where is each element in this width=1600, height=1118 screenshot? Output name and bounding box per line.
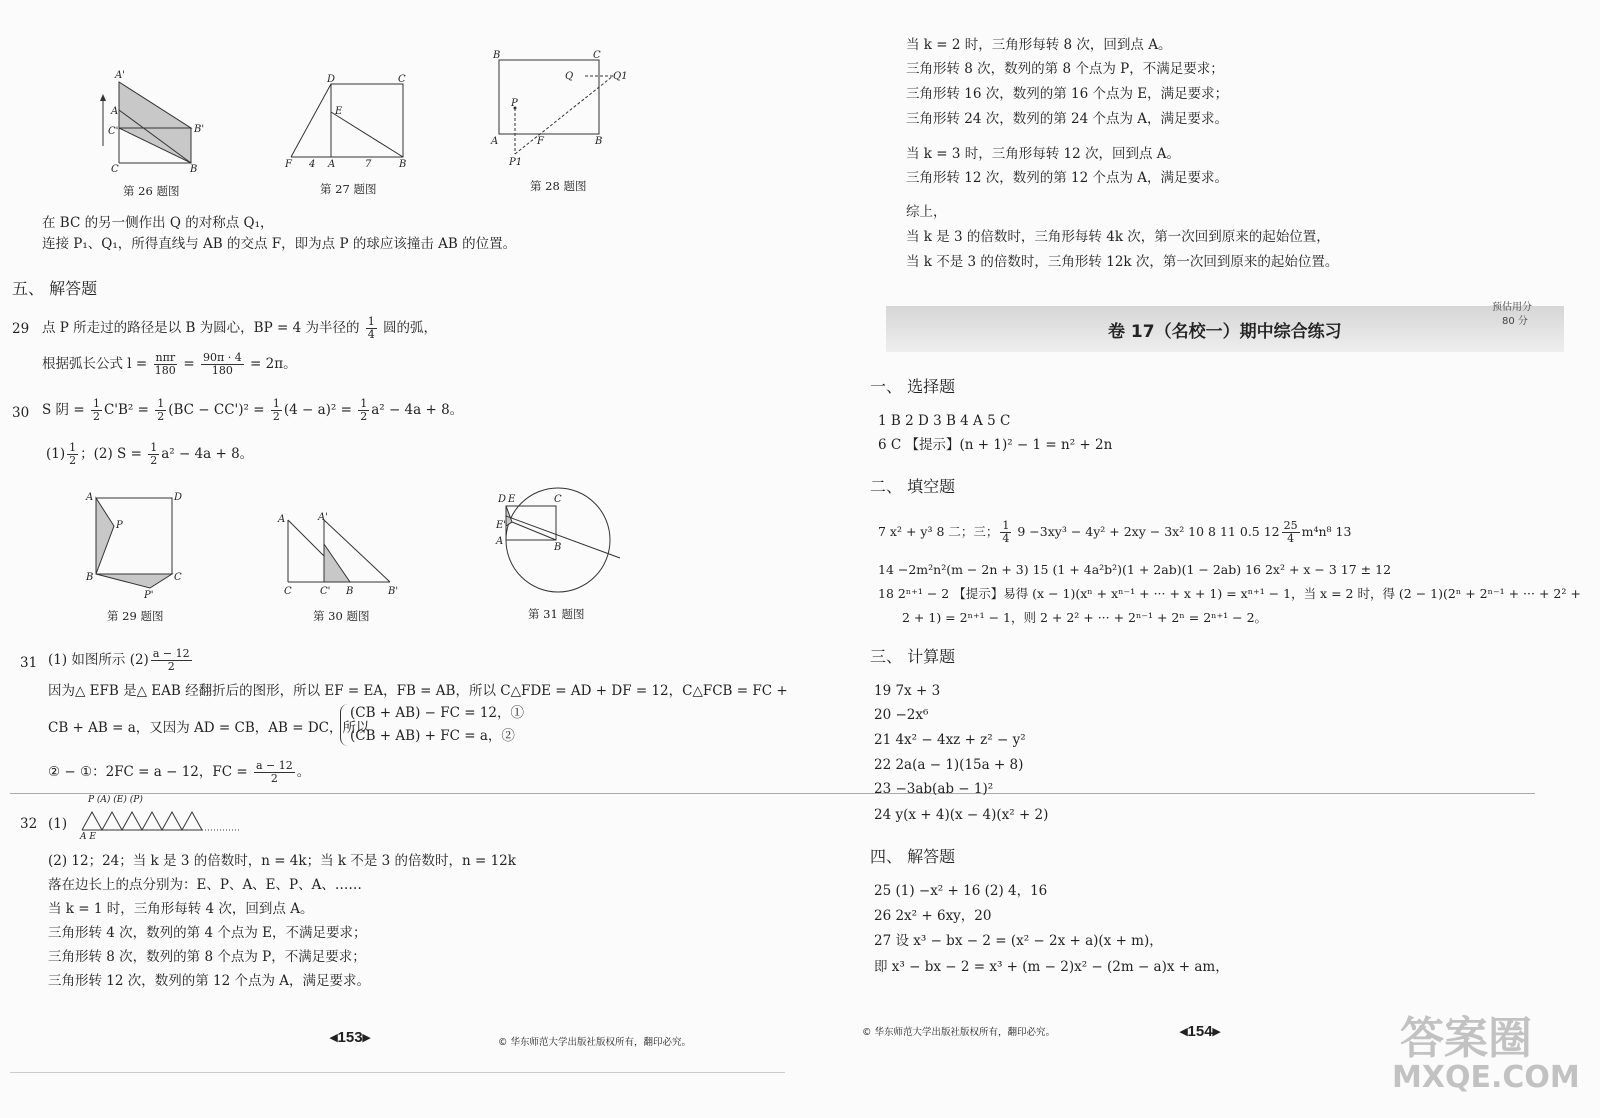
fig28-label: Q xyxy=(565,71,574,82)
answer-29-text: 点 P 所走过的路径是以 B 为圆心，BP = 4 为半径的 xyxy=(42,320,360,336)
fill-answers-line-1: 7 x² + y³ 8 二；三； $\frac{1}{4}$ 9 −3xy³ − 4y² + 2xy − 3x² 10 8 11 0.5 12 $\frac{25}{4}$ m⁴n⁸ 13 xyxy=(878,519,1352,545)
fig31-label: A xyxy=(496,536,504,547)
fig26-label: B xyxy=(190,164,198,175)
answer-31-line-2: 因为△ EFB 是△ EAB 经翻折后的图形，所以 EF = EA，FB = AB，所以 C△FDE = AD + DF = 12，C△FCB = FC + xyxy=(48,683,788,699)
fig28-label: P1 xyxy=(509,157,523,168)
fraction: $\frac{1}{2}$ xyxy=(272,397,280,423)
answer-32-part-1: (1) xyxy=(48,816,68,832)
figure-30-caption: 第 30 题图 xyxy=(313,609,370,623)
fraction: $\frac{1}{4}$ xyxy=(1002,519,1010,545)
fig29-label: D xyxy=(174,492,183,503)
figure-31 xyxy=(490,482,630,600)
figure-27 xyxy=(283,72,418,172)
figure-26 xyxy=(95,68,215,178)
section-heading-4: 四、 解答题 xyxy=(870,847,956,866)
fig27-label: A xyxy=(328,159,336,170)
fraction: $\frac{1}{2}$ xyxy=(157,397,165,423)
fill-answers-line-3: 18 2ⁿ⁺¹ − 2 【提示】易得 (x − 1)(xⁿ + xⁿ⁻¹ + ··· + x + 1) = xⁿ⁺¹ − 1，当 x = 2 时，得 (2 − 1)(2ⁿ + 2ⁿ⁻¹ + ··· + 2² + xyxy=(878,586,1581,601)
figure-28 xyxy=(487,50,627,170)
triangle-sequence-drawing xyxy=(78,806,248,834)
fig28-label: C xyxy=(593,50,601,61)
answer-32-continued-7: 综上， xyxy=(906,204,947,220)
answer-32-continued-5: 当 k = 3 时，三角形每转 12 次，回到点 A。 xyxy=(906,146,1181,162)
figure-29-caption: 第 29 题图 xyxy=(107,609,164,623)
figure-28-caption: 第 28 题图 xyxy=(530,179,587,193)
calc-answer-20: 20 −2x⁶ xyxy=(874,707,929,723)
fig30-label: A' xyxy=(318,512,328,523)
answer-32-line-5: 三角形转 4 次，数列的第 4 个点为 E，不满足要求； xyxy=(48,925,367,941)
fraction: $\frac{1}{4}$ xyxy=(367,315,375,341)
equation-system-row-2: (CB + AB) + FC = a，② xyxy=(350,728,515,744)
solve-answer-25: 25 (1) −x² + 16 (2) 4，16 xyxy=(874,883,1048,899)
fig31-label: E' xyxy=(496,520,507,531)
fig29-label: A xyxy=(86,492,94,503)
figure-26-drawing xyxy=(95,68,215,178)
fig26-label: A' xyxy=(115,70,125,81)
calc-answer-22: 22 2a(a − 1)(15a + 8) xyxy=(874,757,1024,773)
answer-32-line-3: 落在边长上的点分别为：E、P、A、E、P、A、…… xyxy=(48,877,362,893)
fig29-label: C xyxy=(174,572,182,583)
footer-rule xyxy=(10,1072,785,1073)
figure-30-drawing xyxy=(276,508,406,600)
solve-answer-27-line-2: 即 x³ − bx − 2 = x³ + (m − 2)x² − (2m − a)x + am， xyxy=(874,959,1229,975)
calc-answer-23: 23 −3ab(ab − 1)² xyxy=(874,781,994,797)
choice-answers-line-2: 6 C 【提示】(n + 1)² − 1 = n² + 2n xyxy=(878,437,1113,453)
fig28-label: A xyxy=(491,136,499,147)
section-heading-3: 三、 计算题 xyxy=(870,647,956,666)
fig26-label: C xyxy=(111,164,119,175)
figure-28-drawing xyxy=(487,50,627,170)
watermark-logo: 答案圈 xyxy=(1400,1013,1532,1064)
choice-answers-line-1: 1 B 2 D 3 B 4 A 5 C xyxy=(878,413,1011,429)
fig28-label: F xyxy=(537,136,544,147)
equation-brace xyxy=(340,704,349,746)
fig30-label: A xyxy=(278,514,286,525)
calc-answer-21: 21 4x² − 4xz + z² − y² xyxy=(874,732,1026,748)
fig27-label: F xyxy=(285,159,292,170)
answer-28-line-2: 连接 P₁、Q₁，所得直线与 AB 的交点 F，即为点 P 的球应该撞击 AB 的位置。 xyxy=(42,236,517,252)
question-number-31: 31 xyxy=(20,655,38,671)
fig29-label: P xyxy=(116,520,123,531)
fig27-label: 7 xyxy=(365,159,372,170)
fig31-label: E xyxy=(508,494,516,505)
calc-answer-24: 24 y(x + 4)(x − 4)(x² + 2) xyxy=(874,807,1049,823)
question-number-29: 29 xyxy=(12,321,30,337)
fig26-label: C' xyxy=(108,126,119,137)
fill-answers-line-2: 14 −2m²n²(m − 2n + 3) 15 (1 + 4a²b²)(1 + 2ab)(1 − 2ab) 16 2x² + x − 3 17 ± 12 xyxy=(878,562,1392,577)
triangle-sequence-figure xyxy=(78,806,248,834)
figure-27-drawing xyxy=(283,72,418,172)
fraction: $\frac{1}{2}$ xyxy=(92,397,100,423)
fig29-label: P' xyxy=(144,590,154,601)
answer-29-line-2: 根据弧长公式 l = nπr 180 = $\frac{90\pi \cdot 4}{180}$ = 2π。 xyxy=(42,351,297,377)
watermark-url: MXQE.COM xyxy=(1392,1060,1580,1095)
answer-30-line-1: S 阴 = $\frac{1}{2}$ C'B² = $\frac{1}{2}$ (BC − CC')² = $\frac{1}{2}$ (4 − a)² = $\frac{1}{2}$ a² − 4a + 8。 xyxy=(42,397,464,423)
answer-32-continued-3: 三角形转 16 次，数列的第 16 个点为 E，满足要求； xyxy=(906,86,1229,102)
calc-answer-19: 19 7x + 3 xyxy=(874,683,941,699)
answer-32-line-2: (2) 12；24；当 k 是 3 的倍数时，n = 4k；当 k 不是 3 的倍数时，n = 12k xyxy=(48,853,516,869)
answer-32-continued-2: 三角形转 8 次，数列的第 8 个点为 P，不满足要求； xyxy=(906,61,1224,77)
answer-32-line-6: 三角形转 8 次，数列的第 8 个点为 P，不满足要求； xyxy=(48,949,366,965)
fig26-label: A xyxy=(111,106,119,117)
answer-32-continued-6: 三角形转 12 次，数列的第 12 个点为 A，满足要求。 xyxy=(906,170,1229,186)
fig31-label: C xyxy=(554,494,562,505)
fig28-label: P xyxy=(511,98,518,109)
answer-32-continued-9: 当 k 不是 3 的倍数时，三角形转 12k 次，第一次回到原来的起始位置。 xyxy=(906,254,1339,270)
fig30-label: B' xyxy=(388,586,399,597)
solve-answer-26: 26 2x² + 6xy，20 xyxy=(874,908,992,924)
fig28-label: Q1 xyxy=(613,71,628,82)
fraction: nπr 180 xyxy=(154,351,176,377)
figure-30 xyxy=(276,508,406,600)
triangle-sequence-labels-top: P (A) (E) (P) xyxy=(88,795,143,805)
solve-answer-27-line-1: 27 设 x³ − bx − 2 = (x² − 2x + a)(x + m)， xyxy=(874,933,1163,949)
answer-30-line-2: (1) $\frac{1}{2}$ ；(2) S = $\frac{1}{2}$ a² − 4a + 8。 xyxy=(46,441,254,467)
figure-31-caption: 第 31 题图 xyxy=(528,607,585,621)
fig27-label: D xyxy=(327,74,336,85)
answer-31-line-4: ② − ①：2FC = a − 12，FC = $\frac{a - 12}{2}$ 。 xyxy=(48,759,311,785)
section-heading-2: 二、 填空题 xyxy=(870,477,956,496)
figure-26-caption: 第 26 题图 xyxy=(123,184,180,198)
answer-32-line-7: 三角形转 12 次，数列的第 12 个点为 A，满足要求。 xyxy=(48,973,371,989)
fig30-label: C xyxy=(284,586,292,597)
page-divider xyxy=(10,793,1535,794)
fraction: $\frac{1}{2}$ xyxy=(150,441,158,467)
answer-32-line-4: 当 k = 1 时，三角形每转 4 次，回到点 A。 xyxy=(48,901,314,917)
figure-27-caption: 第 27 题图 xyxy=(320,182,377,196)
answer-29-text: 圆的弧， xyxy=(383,320,438,336)
fig26-label: B' xyxy=(194,124,205,135)
fig31-label: D xyxy=(498,494,507,505)
triangle-sequence-labels-bottom: A E xyxy=(80,832,96,842)
fraction: $\frac{a - 12}{2}$ xyxy=(152,647,190,673)
section-heading-5: 五、 解答题 xyxy=(12,279,98,298)
fig30-label: B xyxy=(346,586,354,597)
figure-29-drawing xyxy=(82,488,192,600)
fig27-label: B xyxy=(399,159,407,170)
fraction: $\frac{90\pi \cdot 4}{180}$ xyxy=(203,351,242,377)
question-number-32: 32 xyxy=(20,816,38,832)
fig30-label: C' xyxy=(320,586,331,597)
fig28-label: B xyxy=(493,50,501,61)
page-number-right: ◂154▸ xyxy=(1180,1023,1221,1040)
fraction: $\frac{25}{4}$ xyxy=(1283,519,1298,545)
page-number-left: ◂153▸ xyxy=(330,1029,371,1046)
fraction: $\frac{1}{2}$ xyxy=(69,441,77,467)
figure-31-drawing xyxy=(490,482,630,600)
answer-29-line-1 xyxy=(42,316,437,341)
section-heading-1: 一、 选择题 xyxy=(870,377,956,396)
figure-29 xyxy=(82,488,192,600)
time-label: 预估用分 xyxy=(1492,302,1532,313)
fig27-label: C xyxy=(398,74,406,85)
time-value: 80 分 xyxy=(1502,316,1528,327)
answer-28-line-1: 在 BC 的另一侧作出 Q 的对称点 Q₁， xyxy=(42,215,274,231)
answer-31-line-3: CB + AB = a，又因为 AD = CB，AB = DC，所以 xyxy=(48,720,370,736)
answer-32-continued-8: 当 k 是 3 的倍数时，三角形每转 4k 次，第一次回到原来的起始位置， xyxy=(906,229,1330,245)
exam-title: 卷 17（名校一）期中综合练习 xyxy=(1108,322,1342,342)
copyright-left: © 华东师范大学出版社版权所有，翻印必究。 xyxy=(498,1037,692,1048)
fig28-label: B xyxy=(595,136,603,147)
fig29-label: B xyxy=(86,572,94,583)
copyright-right: © 华东师范大学出版社版权所有，翻印必究。 xyxy=(862,1027,1056,1038)
answer-32-continued-1: 当 k = 2 时，三角形每转 8 次，回到点 A。 xyxy=(906,37,1172,53)
equation-system-row-1: (CB + AB) − FC = 12，① xyxy=(350,705,525,721)
fig27-label: 4 xyxy=(309,159,316,170)
fraction: $\frac{a - 12}{2}$ xyxy=(256,759,293,785)
fill-answers-line-4: 2 + 1) = 2ⁿ⁺¹ − 1，则 2 + 2² + ··· + 2ⁿ⁻¹ + 2ⁿ = 2ⁿ⁺¹ − 2。 xyxy=(902,610,1268,625)
question-number-30: 30 xyxy=(12,405,30,421)
fraction: $\frac{1}{2}$ xyxy=(360,397,368,423)
answer-32-continued-4: 三角形转 24 次，数列的第 24 个点为 A，满足要求。 xyxy=(906,111,1229,127)
fig31-label: B xyxy=(554,542,562,553)
answer-31-line-1: (1) 如图所示 (2) $\frac{a - 12}{2}$ xyxy=(48,647,190,673)
fig27-label: E xyxy=(335,106,343,117)
